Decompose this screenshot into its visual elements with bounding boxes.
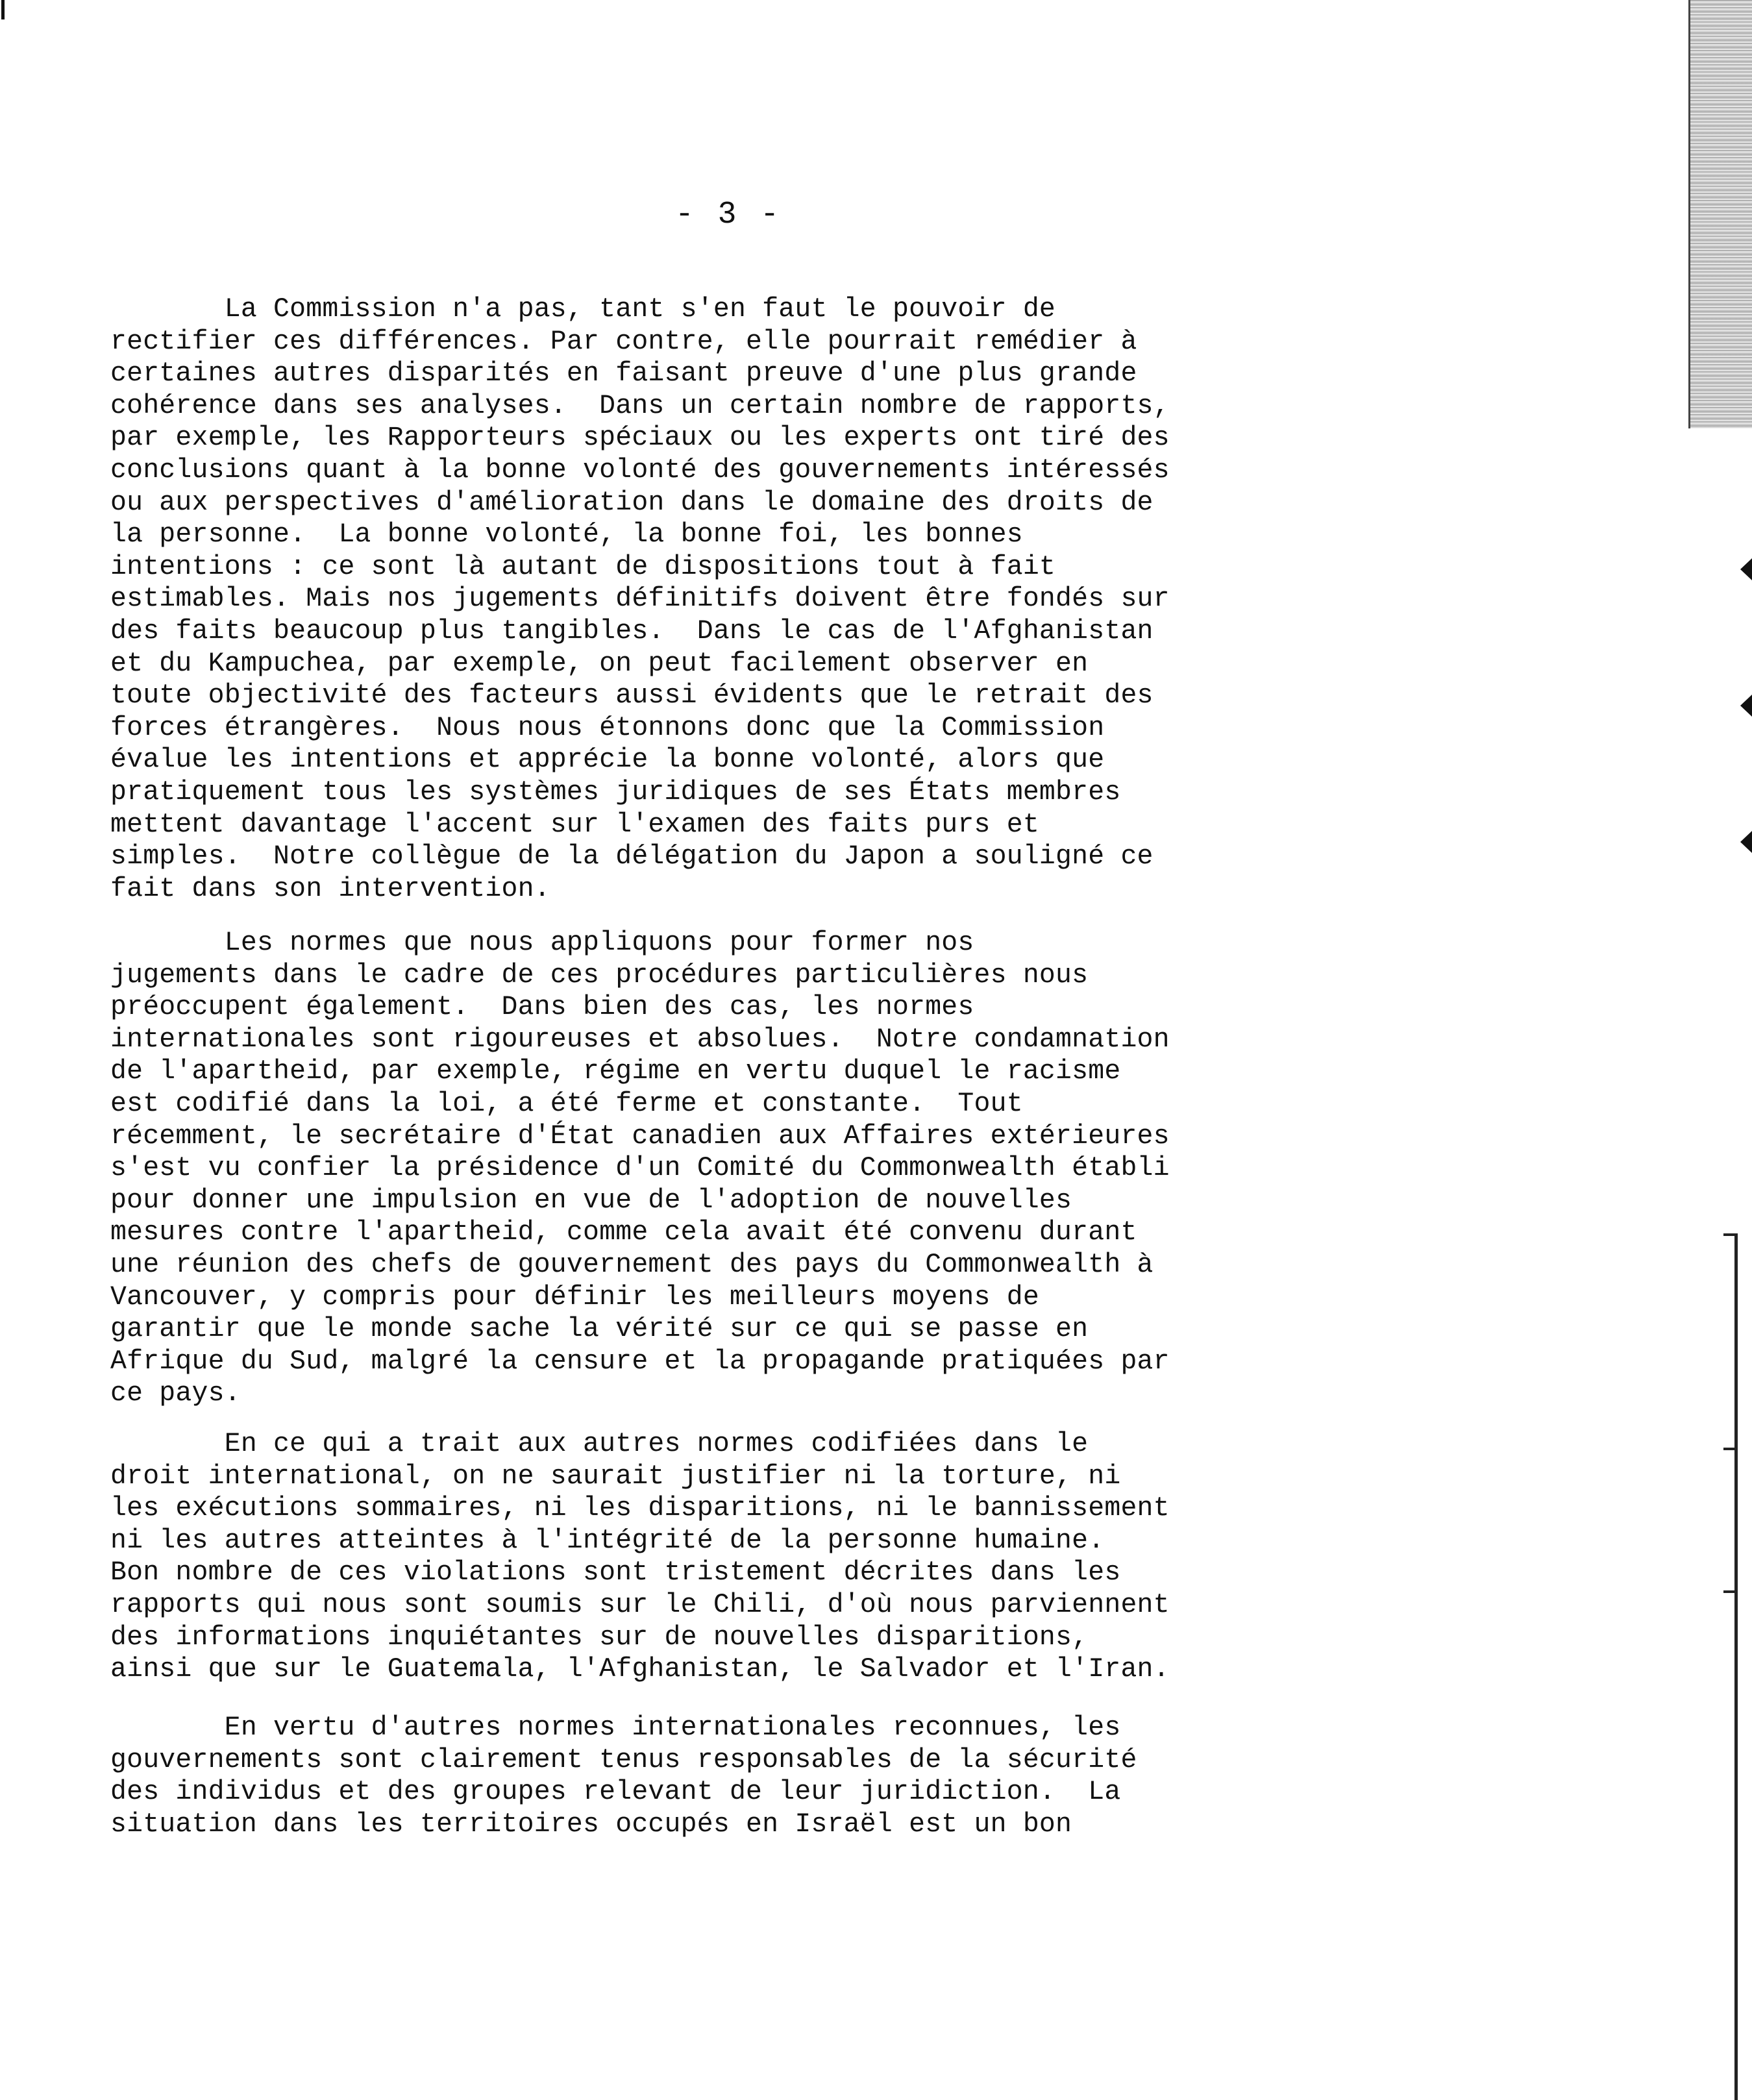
text-line: En ce qui a trait aux autres normes codifiées dans le xyxy=(110,1429,1089,1459)
paragraph-2 xyxy=(110,927,1376,1410)
text-line: certaines autres disparités en faisant preuve d'une plus grande xyxy=(110,358,1137,389)
text-line: conclusions quant à la bonne volonté des gouvernements intéressés xyxy=(110,454,1170,486)
text-line: toute objectivité des facteurs aussi évidents que le retrait des xyxy=(110,680,1154,711)
text-line: ou aux perspectives d'amélioration dans le domaine des droits de xyxy=(110,487,1154,518)
scan-artifact-left xyxy=(1,0,5,19)
scan-artifact-mark xyxy=(1740,558,1752,580)
text-line: garantir que le monde sache la vérité sur ce qui se passe en xyxy=(110,1314,1089,1345)
text-line: Afrique du Sud, malgré la censure et la propagande pratiquées par xyxy=(110,1346,1170,1377)
text-line: et du Kampuchea, par exemple, on peut facilement observer en xyxy=(110,648,1089,679)
text-line: des informations inquiétantes sur de nouvelles disparitions, xyxy=(110,1622,1089,1653)
text-line: En vertu d'autres normes internationales reconnues, les xyxy=(110,1712,1121,1743)
text-line: récemment, le secrétaire d'État canadien aux Affaires extérieures xyxy=(110,1120,1170,1152)
text-line: rapports qui nous sont soumis sur le Chili, d'où nous parviennent xyxy=(110,1589,1170,1620)
text-line: gouvernements sont clairement tenus responsables de la sécurité xyxy=(110,1744,1137,1775)
scan-artifact-edge xyxy=(1688,0,1752,428)
text-line: s'est vu confier la présidence d'un Comité du Commonwealth établi xyxy=(110,1153,1170,1184)
text-line: situation dans les territoires occupés en Israël est un bon xyxy=(110,1809,1072,1840)
page-number: - 3 - xyxy=(675,197,782,232)
scan-artifact-mark xyxy=(1740,695,1752,717)
paragraph-3 xyxy=(110,1428,1376,1686)
text-line: Les normes que nous appliquons pour former nos xyxy=(110,928,974,958)
text-line: une réunion des chefs de gouvernement des pays du Commonwealth à xyxy=(110,1249,1154,1280)
text-line: internationales sont rigoureuses et absolues. Notre condamnation xyxy=(110,1024,1170,1055)
scan-artifact-mark xyxy=(1740,831,1752,853)
text-line: intentions : ce sont là autant de dispositions tout à fait xyxy=(110,551,1056,582)
text-line: la personne. La bonne volonté, la bonne foi, les bonnes xyxy=(110,519,1023,550)
scan-artifact-tick xyxy=(1723,1590,1738,1593)
scan-artifact-bar xyxy=(1734,1233,1738,2100)
text-line: droit international, on ne saurait justifier ni la torture, ni xyxy=(110,1461,1121,1492)
text-line: cohérence dans ses analyses. Dans un certain nombre de rapports, xyxy=(110,390,1170,421)
text-line: Bon nombre de ces violations sont tristement décrites dans les xyxy=(110,1557,1121,1588)
text-line: les exécutions sommaires, ni les disparitions, ni le bannissement xyxy=(110,1493,1170,1524)
text-line: ce pays. xyxy=(110,1378,241,1409)
text-line: évalue les intentions et apprécie la bonne volonté, alors que xyxy=(110,745,1105,776)
text-line: Vancouver, y compris pour définir les meilleurs moyens de xyxy=(110,1281,1039,1313)
text-line: pratiquement tous les systèmes juridiques de ses États membres xyxy=(110,776,1121,808)
scan-artifact-tick xyxy=(1723,1233,1738,1236)
text-line: de l'apartheid, par exemple, régime en vertu duquel le racisme xyxy=(110,1056,1121,1087)
text-line: estimables. Mais nos jugements définitifs doivent être fondés sur xyxy=(110,584,1170,615)
text-line: des faits beaucoup plus tangibles. Dans le cas de l'Afghanistan xyxy=(110,615,1154,647)
text-line: mesures contre l'apartheid, comme cela avait été convenu durant xyxy=(110,1217,1137,1248)
text-line: pour donner une impulsion en vue de l'adoption de nouvelles xyxy=(110,1185,1072,1216)
text-line: par exemple, les Rapporteurs spéciaux ou les experts ont tiré des xyxy=(110,423,1170,454)
text-line: est codifié dans la loi, a été ferme et constante. Tout xyxy=(110,1088,1023,1119)
text-line: des individus et des groupes relevant de leur juridiction. La xyxy=(110,1777,1121,1808)
text-line: rectifier ces différences. Par contre, elle pourrait remédier à xyxy=(110,326,1137,357)
text-line: ainsi que sur le Guatemala, l'Afghanistan, le Salvador et l'Iran. xyxy=(110,1654,1170,1685)
text-line: préoccupent également. Dans bien des cas, les normes xyxy=(110,992,974,1023)
text-line: forces étrangères. Nous nous étonnons donc que la Commission xyxy=(110,712,1105,743)
text-line: simples. Notre collègue de la délégation du Japon a souligné ce xyxy=(110,841,1154,872)
text-line: fait dans son intervention. xyxy=(110,873,550,904)
text-line: La Commission n'a pas, tant s'en faut le pouvoir de xyxy=(110,294,1056,325)
text-line: ni les autres atteintes à l'intégrité de la personne humaine. xyxy=(110,1525,1105,1556)
text-line: mettent davantage l'accent sur l'examen des faits purs et xyxy=(110,809,1039,840)
scan-artifact-tick xyxy=(1723,1448,1738,1450)
paragraph-4 xyxy=(110,1712,1376,1840)
paragraph-1 xyxy=(110,293,1376,905)
text-line: jugements dans le cadre de ces procédures particulières nous xyxy=(110,959,1089,991)
